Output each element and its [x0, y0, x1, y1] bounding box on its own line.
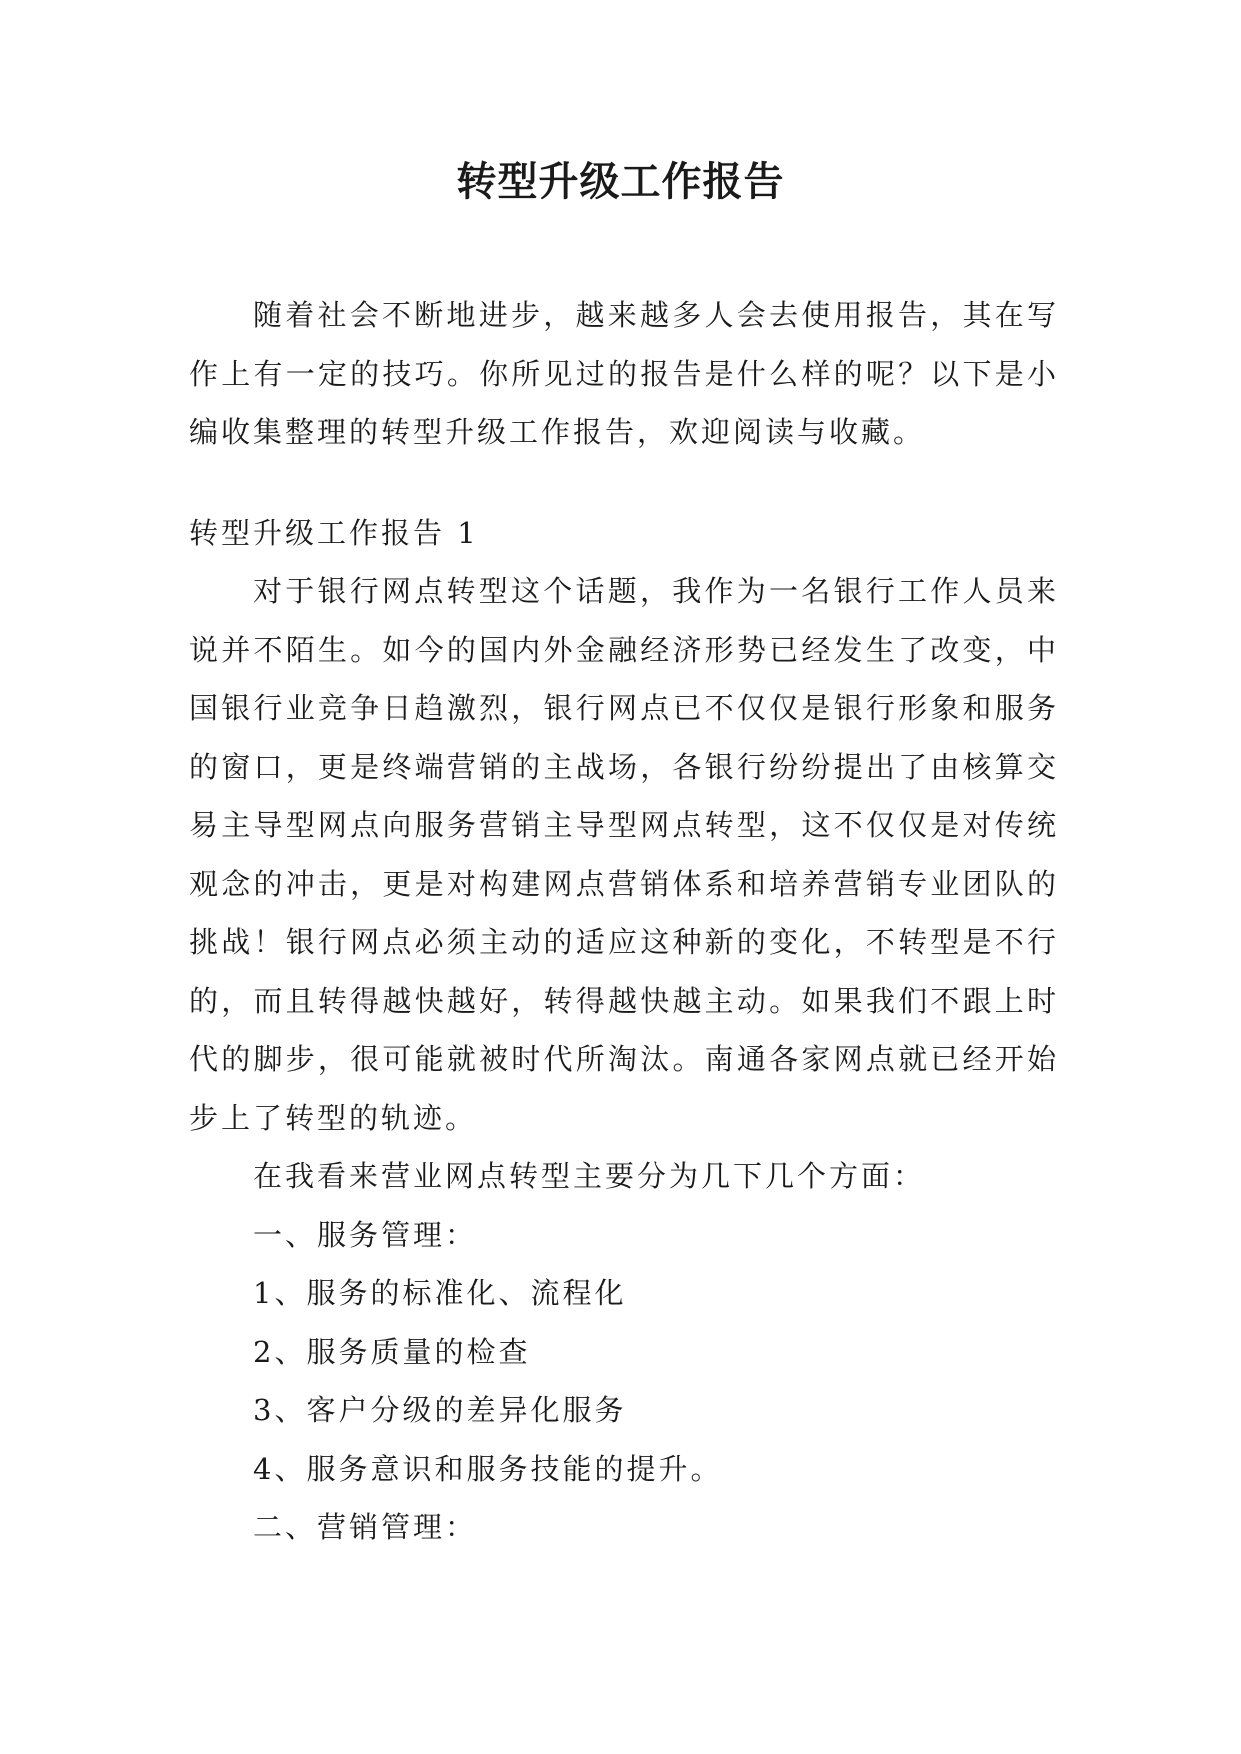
list-item: 2、服务质量的检查 — [253, 1334, 531, 1369]
intro-paragraph: 随着社会不断地进步，越来越多人会去使用报告，其在写作上有一定的技巧。你所见过的报告是什么样的呢？以下是小编收集整理的转型升级工作报告，欢迎阅读与收藏。 — [189, 298, 1059, 449]
list-item: 4、服务意识和服务技能的提升。 — [253, 1451, 723, 1486]
body-paragraph-1: 对于银行网点转型这个话题，我作为一名银行工作人员来说并不陌生。如今的国内外金融经济形势已经发生了改变，中国银行业竞争日趋激烈，银行网点已不仅仅是银行形象和服务的窗口，更是终端营销的主战场，各银行纷纷提出了由核算交易主导型网点向服务营销主导型网点转型，这不仅仅是对传统观念的冲击，更是对构建网点营销体系和培养营销专业团队的挑战！银行网点必须主动的适应这种新的变化，不转型是不行的，而且转得越快越好，转得越快越主动。如果我们不跟上时代的脚步，很可能就被时代所淘汰。南通各家网点就已经开始步上了转型的轨迹。 — [189, 574, 1059, 1135]
section-title: 转型升级工作报告 1 — [189, 515, 479, 550]
body-paragraph-2: 在我看来营业网点转型主要分为几下几个方面： — [253, 1159, 926, 1193]
list-item: 3、客户分级的差异化服务 — [253, 1393, 627, 1427]
heading-marketing-management: 二、营销管理： — [253, 1510, 478, 1544]
document-body — [189, 286, 1059, 1557]
list-item: 1、服务的标准化、流程化 — [253, 1276, 627, 1310]
heading-service-management: 一、服务管理： — [253, 1217, 478, 1252]
document-title: 转型升级工作报告 — [456, 158, 785, 205]
